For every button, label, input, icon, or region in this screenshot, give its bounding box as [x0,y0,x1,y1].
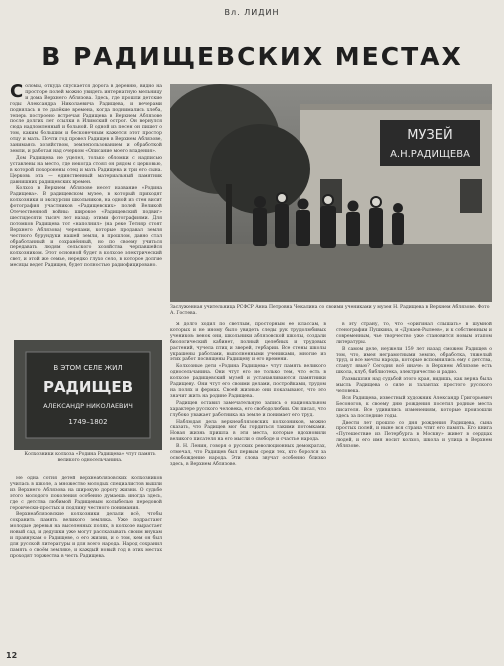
paragraph: Верхнеаблязовские колхозники делали всё, чтобы сохранить память великого земляка. Уже подрастают молодые деревья на выселенных полях, в колхозе вырастает новый сад, и дедушки уже могут рассказывать своим внукам и правнукам о Радищеве, о его жизни, и о том, кем он был для русской литературы и для всего народа. Народ сохранил память о своём земляке, и каждый новый год в этих местах проходят торжества в честь Радищева. [10,512,162,559]
paragraph: Не одна сотня детей верхнеаблязовских колхозников училась в школе, а множество молодых специалистов вышли из Верхнего Аблязова на широкую дорогу жизни. О судьбе этого молодого поколения особенно думаешь иногда здесь, где с детства любимой Радищевым колыбелью передовой героически-простых и подлину честного понимания. [10,476,162,511]
paragraph: Вся Радищева, известный художник Александр Григорьевич Бесоногов, к своему дню рождения посетил родные места писателя. Все удивились изменениям, которые произошли здесь за последние годы. [336,395,492,419]
plaque-line-4: 1749–1802 [68,418,108,426]
paragraph: Дом Радищева не уцелел, только обломки с надписью уставлены на место, где некогда стоял он рядом с церковью, в которой похоронены отец и мать Радищева и три его сына. Церковь эта — единственный материальный памятник давнишних радищевских времен. [10,155,162,185]
paragraph: Двести лет прошло со дня рождения Радищева, сына простых полей, и ныне вся страна чтит его память. Его книга «Путешествие из Петербурга в Москву» живет в сердцах людей, и его имя носит колхоз, школа и улица в Верхнем Аблязове. [336,420,492,450]
paragraph: Колхоз в Верхнем Аблязове несет название «Родина Радищева». В радищевском музее, в который приходят колхозники и экскурсии школьников, на одной из стен висит фотография участников «Радищевских» полей Великой Отечественной войны: широкое «Радищевский подвиг» шестидесяти тысяч лет назад: этими фотографиями. Для потомков Радищева тот «наполнил» (на реке Тетняр стоят Верхнего Аблязова) черепами, которые продавал земля честного бурундуки нашей земли, в прошлом, давно стал обработанный и сохранённый, но по своему учиться передавать людям сельского хозяйства черпавшейся колхозником. Этот основной будет в колхозе электрический свет, и этой же семье, нередко глухо село, в которое долгие месяцы ведет Радищев, будет полностью радиофицировано. [10,186,162,269]
column-3-text [336,322,492,652]
column-2-text [170,322,326,652]
author-name: Вл. ЛИДИН [224,8,280,17]
page-number: 12 [6,651,18,660]
column-1-bottom-text [10,476,162,648]
plaque-caption: Колхозники колхоза «Родина Радищева» чтут память великого односельчанина. [24,452,156,463]
paragraph: оломы, откуда спускается дорога в деревню, видно на просторе полей можно увидеть интернатную мельницу и дома Верхнего Аблязова. Здесь, где прошли детские годы Александра Николаевича Радищева, и вечерами поднялась в те далёкие времена, когда поднимались хлеба, теперь построено встречая Радищева в Верхнем Аблязове после долгих лет ссылки в Илимский острог. Он вернулся сюда надломленный и больной. В одной из песен он пишет о том, каким большим и бесконечным кажется этот простор отцу и мать. Почти год провел Радищев в Верхнем Аблязове, занимаясь хозяйством, землепользованием и обработкой земли, и работая над очерком «Описание моего владения». [10,84,162,154]
museum-sign-line1: МУЗЕЙ [407,128,453,143]
paragraph: Радищев оставил замечательную запись о национальном характере русского человека, его свободолюбии. Он писал, что глубоко уважает работника на земле и понимает его труд. [170,400,326,418]
plaque-line-2: РАДИЩЕВ [42,378,134,396]
plaque-line-1: В ЭТОМ СЕЛЕ ЖИЛ [53,364,123,372]
article-title: В РАДИЩЕВСКИХ МЕСТАХ [41,42,463,71]
main-photo [170,84,492,302]
paragraph: Колхозные дети «Родина Радищева» чтут память великого односельчанина. Они чтут его не только тем, что есть в колхозе радищевский музей и устанавливаются памятники Радищеву. Они чтут его своими делами, постройками, трудом на полях и фермах. Своей жизнью они показывают, что это значит жить на родине Радищева. [170,364,326,399]
column-1-text [10,84,162,336]
paragraph: В. Н. Ленин, говоря о русских революционных демократах, отмечал, что Радищев был первым среди тех, кто боролся за освобождение народа. Эти слова звучат особенно близко здесь, в Верхнем Аблязове. [170,444,326,467]
plaque-photo [14,340,162,450]
paragraph: В самом деле, неужели 159 лет назад сможем Радищев о том, что, имея неграмотными землю, обработка, тяжелый труд, и все мечты народа, которые вспомнились ему с детства, станут явью? Сегодня всё иначе: в Верхнем Аблязове есть школа, клуб, библиотека, электричество и радио. [336,346,492,376]
paragraph: Я долго ходил по светлым, просторным её классам, в которых и не иному было увидеть следы рук трудолюбивых учеников: венок они, школьники аблязовской школы, создали биологический кабинет, полный целебных и трудовых растений, чучела птиц и зверей, гербарии. Все стены школы украшены работами, выполненными учениками, многие из этих работ посвящены Радищеву и его времени. [170,322,326,363]
museum-photo-illustration [170,84,492,302]
paragraph: Наблюдая дела верхнеаблязовских колхозников, можно сказать, что Радищев мог бы гордиться такими потомками. Новая жизнь пришла в эти места, которые вдохновили великого писателя на его мысли о свободе и счастье народа. [170,419,326,443]
main-photo-caption: Заслуженная учительница РСФСР Анна Петровна Чекалина со своими учениками у музея Н. Радищева в Верхнем Аблязове. Фото А. Гостева. [170,305,490,316]
museum-sign-line2: А.Н.РАДИЩЕВА [390,149,470,160]
paragraph: Размышляя над судьбой этого края, видишь, как верна была мысль Радищева о силе и талантах простого русского человека. [336,377,492,394]
drop-cap: С [10,84,24,102]
paragraph: в эту страну, то, что «оригинал слышать» в шумной стенографии Пушкина, и «Дунаев-Рылеев», и к собственным и современным, чье творчество уже становится новым этапом литературы. [336,322,492,345]
plaque-line-3: АЛЕКСАНДР НИКОЛАЕВИЧ [43,402,133,410]
